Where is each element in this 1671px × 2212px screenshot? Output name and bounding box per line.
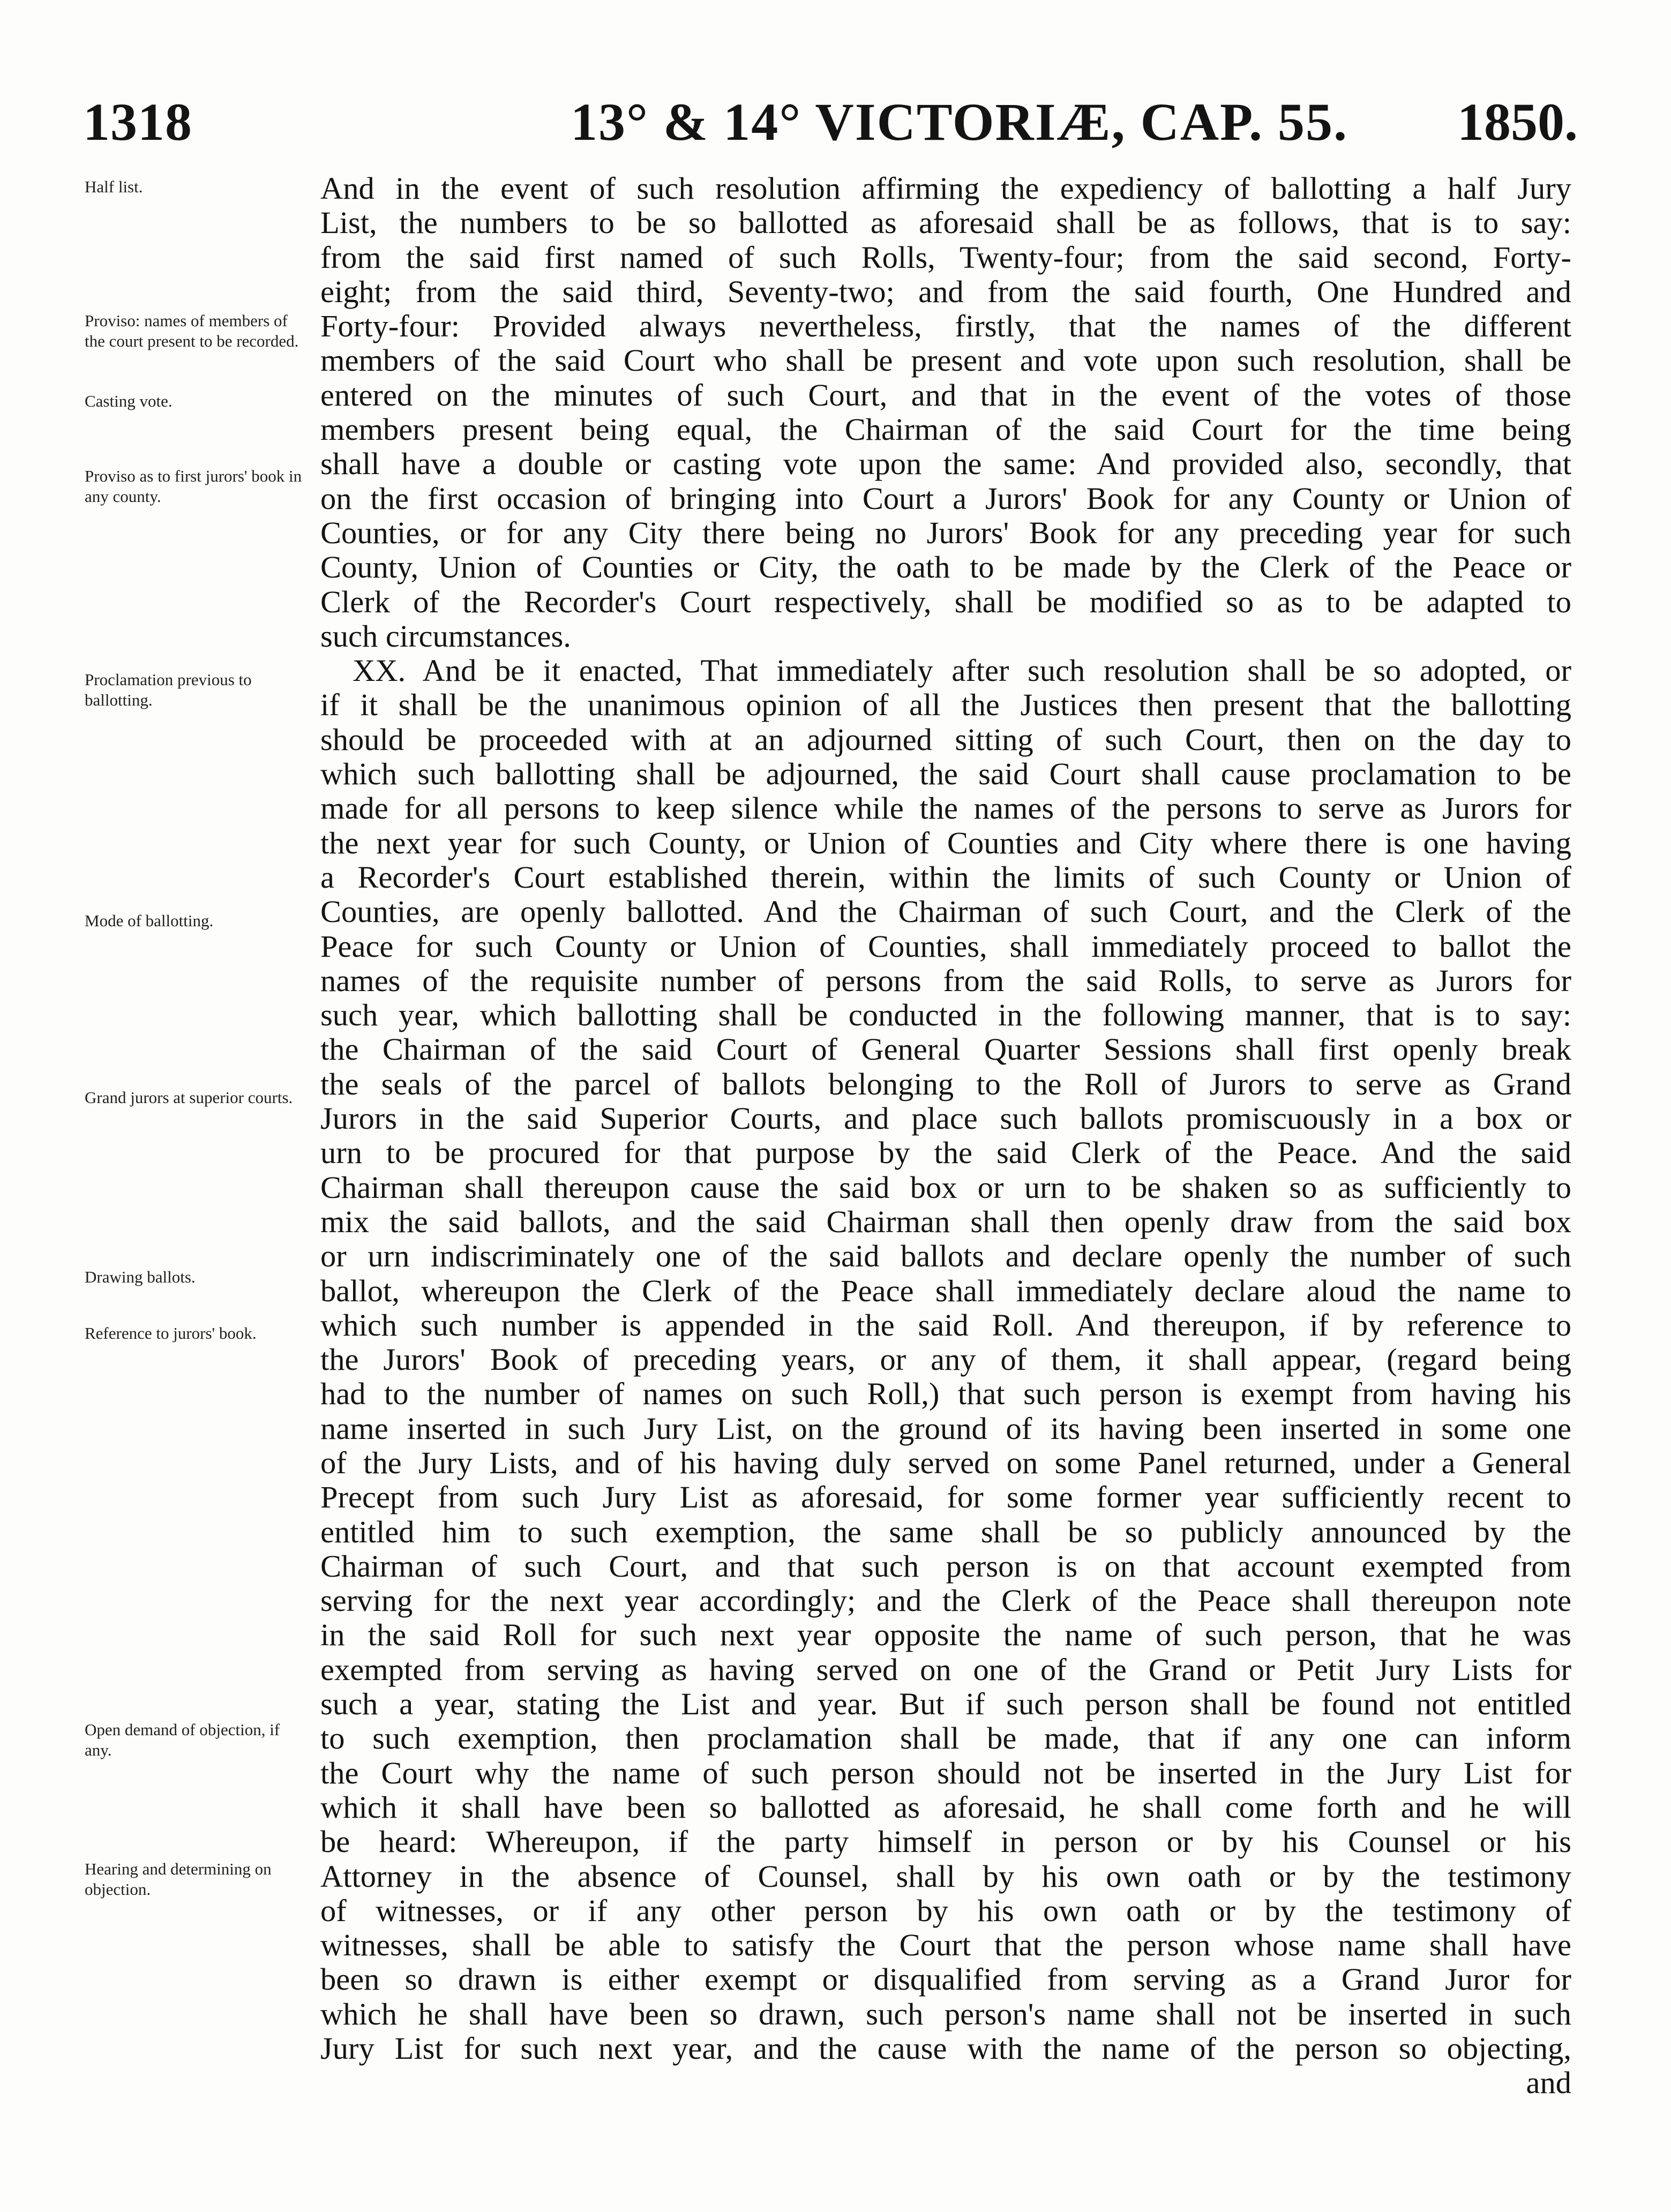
text-line: members present being equal, the Chairman of the said Court for the time being — [320, 413, 1571, 447]
text-line: Counties, are openly ballotted. And the Chairman of such Court, and the Clerk of the — [320, 895, 1571, 929]
text-line: the Jurors' Book of preceding years, or any of them, it shall appear, (regard being — [320, 1343, 1571, 1377]
margin-note: Proviso: names of members of the court present to be recorded. — [85, 311, 299, 350]
text-line: urn to be procured for that purpose by the said Clerk of the Peace. And the said — [320, 1136, 1571, 1171]
text-line: names of the requisite number of persons from the said Rolls, to serve as Jurors for — [320, 963, 1571, 998]
margin-note: Proclamation previous to ballotting. — [85, 670, 252, 709]
text-line: eight; from the said third, Seventy-two; and from the said fourth, One Hundred and — [320, 274, 1571, 309]
text-line: which such ballotting shall be adjourned, the said Court shall cause proclamation to be — [320, 757, 1571, 792]
margin-note: Half list. — [85, 177, 143, 196]
text-line: the seals of the parcel of ballots belonging to the Roll of Jurors to serve as Grand — [320, 1067, 1571, 1101]
text-line: such year, which ballotting shall be conducted in the following manner, that is to say: — [320, 998, 1571, 1033]
text-line: witnesses, shall be able to satisfy the Court that the person whose name shall have — [320, 1928, 1571, 1963]
text-line: Chairman of such Court, and that such person is on that account exempted from — [320, 1549, 1571, 1584]
text-line: the next year for such County, or Union of Counties and City where there is one having — [320, 826, 1571, 860]
text-line: ballot, whereupon the Clerk of the Peace shall immediately declare aloud the name to — [320, 1273, 1571, 1308]
text-line: mix the said ballots, and the said Chairman shall then openly draw from the said box — [320, 1204, 1571, 1239]
margin-note: Grand jurors at superior courts. — [85, 1088, 293, 1107]
text-line: made for all persons to keep silence while the names of the persons to serve as Jurors for — [320, 791, 1571, 826]
text-line: County, Union of Counties or City, the oath to be made by the Clerk of the Peace or — [320, 550, 1571, 585]
text-line: Forty-four: Provided always nevertheless, firstly, that the names of the different — [320, 309, 1571, 344]
margin-note: Mode of ballotting. — [85, 911, 214, 930]
text-line: Jurors in the said Superior Courts, and place such ballots promiscuously in a box or — [320, 1101, 1571, 1136]
text-line: Jury List for such next year, and the cause with the name of the person so objecting, — [320, 2031, 1571, 2066]
page-number: 1318 — [83, 92, 192, 152]
text-line: such circumstances. — [320, 619, 571, 654]
margin-note: Drawing ballots. — [85, 1268, 196, 1286]
text-line: the Chairman of the said Court of General Quarter Sessions shall first openly break — [320, 1032, 1571, 1067]
text-line: a Recorder's Court established therein, within the limits of such County or Union of — [320, 860, 1571, 895]
text-line: if it shall be the unanimous opinion of all the Justices then present that the ballotting — [320, 688, 1571, 723]
text-line: And in the event of such resolution affirming the expediency of ballotting a half Jury — [320, 171, 1571, 206]
text-line: which it shall have been so ballotted as aforesaid, he shall come forth and he will — [320, 1790, 1571, 1825]
text-line: been so drawn is either exempt or disqualified from serving as a Grand Juror for — [320, 1962, 1571, 1997]
text-line: such a year, stating the List and year. But if such person shall be found not entitled — [320, 1687, 1571, 1722]
text-line: serving for the next year accordingly; and the Clerk of the Peace shall thereupon note — [320, 1584, 1571, 1618]
text-line: to such exemption, then proclamation shall be made, that if any one can inform — [320, 1721, 1571, 1756]
text-line: Attorney in the absence of Counsel, shall by his own oath or by the testimony — [320, 1859, 1571, 1894]
text-line: shall have a double or casting vote upon the same: And provided also, secondly, that — [320, 447, 1571, 482]
text-line: of witnesses, or if any other person by his own oath or by the testimony of — [320, 1893, 1571, 1928]
text-line: exempted from serving as having served on one of the Grand or Petit Jury Lists for — [320, 1652, 1571, 1687]
text-line: XX. And be it enacted, That immediately after such resolution shall be so adopted, or — [353, 654, 1571, 688]
text-line: of the Jury Lists, and of his having duly served on some Panel returned, under a General — [320, 1445, 1571, 1480]
text-line: be heard: Whereupon, if the party himself in person or by his Counsel or his — [320, 1825, 1571, 1859]
running-year: 1850. — [1457, 92, 1578, 152]
running-title: 13° & 14° VICTORIÆ, CAP. 55. — [571, 92, 1348, 152]
statute-text — [320, 171, 1571, 2101]
margin-notes — [85, 0, 310, 2212]
margin-note: Reference to jurors' book. — [85, 1324, 257, 1343]
text-line: on the first occasion of bringing into Court a Jurors' Book for any County or Union of — [320, 481, 1571, 516]
text-line: or urn indiscriminately one of the said ballots and declare openly the number of such — [320, 1239, 1571, 1274]
text-line: Precept from such Jury List as aforesaid, for some former year sufficiently recent to — [320, 1480, 1571, 1515]
margin-note: Hearing and determining on objection. — [85, 1859, 272, 1899]
text-line: entered on the minutes of such Court, and that in the event of the votes of those — [320, 378, 1571, 413]
margin-note: Casting vote. — [85, 392, 173, 410]
text-line: the Court why the name of such person should not be inserted in the Jury List for — [320, 1756, 1571, 1790]
text-line: Counties, or for any City there being no Jurors' Book for any preceding year for such — [320, 515, 1571, 550]
text-line: had to the number of names on such Roll,) that such person is exempt from having his — [320, 1377, 1571, 1412]
text-line: name inserted in such Jury List, on the ground of its having been inserted in some one — [320, 1411, 1571, 1446]
text-line: in the said Roll for such next year opposite the name of such person, that he was — [320, 1618, 1571, 1653]
text-line: List, the numbers to be so ballotted as aforesaid shall be as follows, that is to say: — [320, 206, 1571, 241]
text-line: entitled him to such exemption, the same shall be so publicly announced by the — [320, 1514, 1571, 1549]
margin-note: Proviso as to first jurors' book in any county. — [85, 467, 302, 506]
text-line: Chairman shall thereupon cause the said box or urn to be shaken so as sufficiently to — [320, 1170, 1571, 1205]
text-line: Peace for such County or Union of Counties, shall immediately proceed to ballot the — [320, 929, 1571, 964]
text-line: which such number is appended in the said Roll. And thereupon, if by reference to — [320, 1308, 1571, 1343]
text-line: members of the said Court who shall be present and vote upon such resolution, shall be — [320, 343, 1571, 378]
text-line: which he shall have been so drawn, such person's name shall not be inserted in such — [320, 1997, 1571, 2031]
text-line: from the said first named of such Rolls, Twenty-four; from the said second, Forty- — [320, 240, 1571, 275]
margin-note: Open demand of objection, if any. — [85, 1720, 280, 1759]
text-line: Clerk of the Recorder's Court respectively, shall be modified so as to be adapted to — [320, 584, 1571, 619]
text-line: should be proceeded with at an adjourned sitting of such Court, then on the day to — [320, 722, 1571, 757]
text-line: and — [1526, 2066, 1571, 2101]
